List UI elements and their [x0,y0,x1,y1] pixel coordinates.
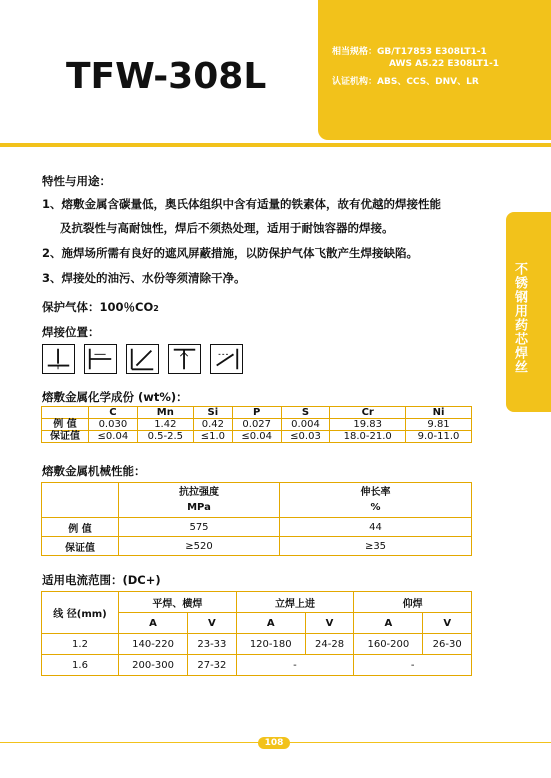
current-cell: 24-28 [305,634,354,655]
features-title: 特性与用途： [42,174,111,188]
mech-cell: 44 [280,518,472,537]
current-row [42,655,472,676]
current-cell: 23-33 [188,634,237,655]
chem-cell: 0.027 [232,419,281,431]
header-divider [0,143,551,147]
mech-title: 熔敷金属机械性能： [42,464,146,478]
feature-1: 1、熔敷金属含碳量低，奥氏体组织中含有适量的铁素体，故有优越的焊接性能 [42,197,441,211]
shielding-gas [42,299,159,315]
feature-1-cont: 及抗裂性与高耐蚀性，焊后不须热处理，适用于耐蚀容器的焊接。 [60,221,394,235]
mech-cell: 575 [119,518,280,537]
chem-corner [42,407,89,419]
position-title: 焊接位置： [42,325,100,339]
group-flat: 平焊、横焊 [119,592,237,613]
chem-guarantee-row [42,431,472,443]
current-cell: 26-30 [423,634,472,655]
chem-header-row [42,407,472,419]
current-cell: - [236,655,354,676]
shielding-label: 保护气体：100％CO [42,300,154,314]
chem-cell: ≤0.04 [232,431,281,443]
current-cell: 1.2 [42,634,119,655]
chem-cell: ≤1.0 [193,431,232,443]
welding-position-icons [42,344,243,374]
group-overhead: 仰焊 [354,592,472,613]
chem-cell: 18.0-21.0 [330,431,406,443]
current-title: 适用电流范围：(DC+) [42,573,161,587]
current-cell: 1.6 [42,655,119,676]
mech-header-row [42,483,472,518]
sub-a: A [236,613,305,634]
overhead-weld-icon [210,344,243,374]
chem-title: 熔敷金属化学成份 (wt%)： [42,390,188,404]
mech-col-elong [280,483,472,518]
current-cell: 160-200 [354,634,423,655]
current-cell: 140-220 [119,634,188,655]
chem-el: C [89,407,138,419]
chem-cell: 19.83 [330,419,406,431]
sub-v: V [423,613,472,634]
spec-line-gb [332,44,487,57]
chem-cell: 0.004 [281,419,330,431]
mech-cell: ≥35 [280,537,472,556]
cert-line [332,74,479,87]
chem-cell: 1.42 [137,419,193,431]
chem-cell: ≤0.04 [89,431,138,443]
fillet-weld-icon [126,344,159,374]
feature-3: 3、焊接处的油污、水份等须清除干净。 [42,271,246,285]
mech-col-tensile-label: 抗拉强度 [179,487,219,498]
mech-row-label: 例 值 [42,518,119,537]
chem-el: S [281,407,330,419]
mech-cell: ≥520 [119,537,280,556]
shielding-sub: 2 [153,304,159,313]
page-number: 108 [258,737,290,749]
chem-row-label: 例 值 [42,419,89,431]
chem-el: P [232,407,281,419]
product-title: TFW-308L [66,56,267,97]
sub-v: V [305,613,354,634]
chem-cell: 0.5-2.5 [137,431,193,443]
chem-el: Cr [330,407,406,419]
chem-cell: 9.81 [406,419,472,431]
group-vertical: 立焊上进 [236,592,354,613]
feature-2: 2、施焊场所需有良好的遮风屏蔽措施，以防保护气体飞散产生焊接缺陷。 [42,246,418,260]
mech-row-label: 保证值 [42,537,119,556]
flat-weld-icon [42,344,75,374]
chem-el: Si [193,407,232,419]
mech-guarantee-row [42,537,472,556]
chem-cell: 9.0-11.0 [406,431,472,443]
spec-gb: GB/T17853 E308LT1-1 [377,47,487,57]
dia-label: 线 径(mm) [42,592,119,634]
cert-value: ABS、CCS、DNV、LR [377,77,479,87]
mech-example-row [42,518,472,537]
current-row [42,634,472,655]
mech-col-tensile [119,483,280,518]
chem-example-row [42,419,472,431]
chem-el: Mn [137,407,193,419]
vertical-up-weld-icon [168,344,201,374]
spec-label: 相当规格： [332,47,378,57]
spec-aws: AWS A5.22 E308LT1-1 [389,59,499,69]
current-group-row [42,592,472,613]
chem-table [41,406,472,443]
current-table [41,591,472,676]
chem-cell: 0.030 [89,419,138,431]
chem-cell: ≤0.03 [281,431,330,443]
chem-row-label: 保证值 [42,431,89,443]
mech-col-tensile-unit: MPa [187,502,211,513]
horizontal-weld-icon [84,344,117,374]
header-panel [318,0,551,140]
mech-col-elong-label: 伸长率 [360,487,391,498]
sub-a: A [119,613,188,634]
mech-col-elong-unit: % [370,502,381,513]
mech-table [41,482,472,556]
current-cell: 200-300 [119,655,188,676]
chem-cell: 0.42 [193,419,232,431]
current-cell: 120-180 [236,634,305,655]
current-cell: - [354,655,472,676]
side-tab-label: 不锈钢用药芯焊丝 [512,262,527,374]
chem-el: Ni [406,407,472,419]
mech-corner [42,483,119,518]
sub-v: V [188,613,237,634]
cert-label: 认证机构： [332,77,378,87]
current-cell: 27-32 [188,655,237,676]
sub-a: A [354,613,423,634]
